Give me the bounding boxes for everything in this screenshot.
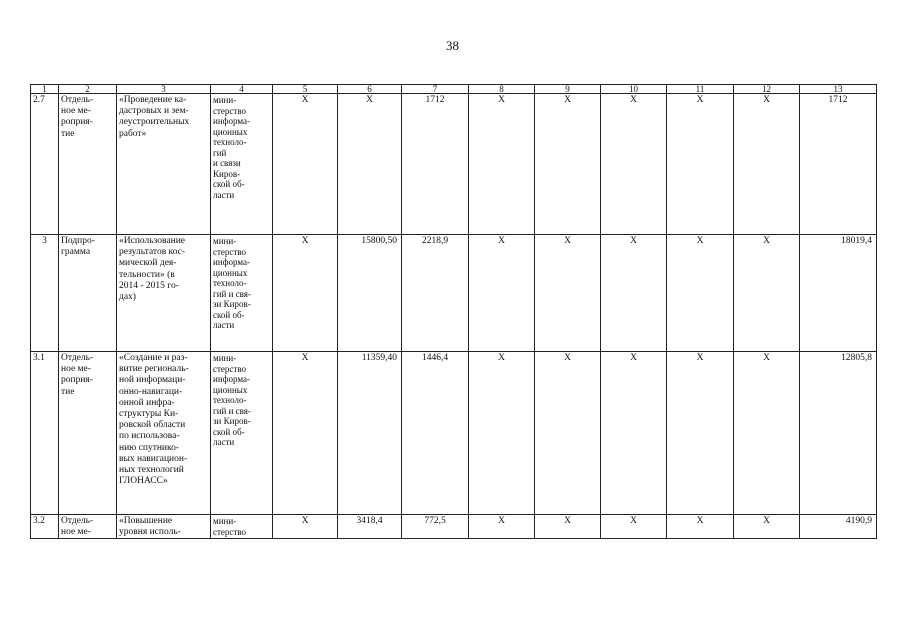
- cell-col13: 4190,9: [800, 515, 877, 539]
- cell-col10: X: [601, 352, 667, 515]
- table-row: [31, 94, 877, 235]
- row-name: «Проведение ка- дастровых и зем- леустроительных работ»: [117, 94, 211, 235]
- program-table: [30, 84, 877, 539]
- cell-col12: X: [734, 515, 800, 539]
- row-name: «Повышение уровня исполь-: [117, 515, 211, 539]
- cell-col11: X: [667, 352, 734, 515]
- cell-col9: X: [535, 352, 601, 515]
- cell-col8: X: [469, 352, 535, 515]
- row-number: 3: [31, 235, 59, 352]
- cell-col10: X: [601, 235, 667, 352]
- header-cell: 8: [469, 85, 535, 94]
- header-cell: 7: [402, 85, 469, 94]
- cell-col5: X: [273, 94, 338, 235]
- cell-col11: X: [667, 94, 734, 235]
- cell-col12: X: [734, 235, 800, 352]
- page-number: 38: [446, 38, 459, 53]
- cell-col11: X: [667, 235, 734, 352]
- row-number: 2.7: [31, 94, 59, 235]
- cell-col8: X: [469, 94, 535, 235]
- row-status: Подпро- грамма: [59, 235, 117, 352]
- cell-col12: X: [734, 352, 800, 515]
- header-cell: 4: [211, 85, 273, 94]
- row-executor: мини- стерство информа- ционных техноло- гий и свя- зи Киров- ской об- ласти: [211, 235, 273, 352]
- header-cell: 9: [535, 85, 601, 94]
- header-cell: 6: [338, 85, 402, 94]
- cell-col13: 12805,8: [800, 352, 877, 515]
- header-cell: 1: [31, 85, 59, 94]
- cell-col6: X: [338, 94, 402, 235]
- header-cell: 10: [601, 85, 667, 94]
- cell-col12: X: [734, 94, 800, 235]
- header-cell: 3: [117, 85, 211, 94]
- row-status: Отдель- ное ме- роприя- тие: [59, 352, 117, 515]
- cell-col5: X: [273, 515, 338, 539]
- row-executor: мини- стерство информа- ционных техноло- гий и связи Киров- ской об- ласти: [211, 94, 273, 235]
- row-status: Отдель- ное ме-: [59, 515, 117, 539]
- row-name: «Использование результатов кос- мической дея- тельности» (в 2014 - 2015 го- дах): [117, 235, 211, 352]
- cell-col10: X: [601, 94, 667, 235]
- cell-col13: 1712: [800, 94, 877, 235]
- row-name: «Создание и раз- витие региональ- ной информаци- онно-навигаци- онной инфра- структуры Ки- ровской области по использова- нию спутнико- вых навигацион- ных технологий ГЛОНАСС»: [117, 352, 211, 515]
- cell-col6: 3418,4: [338, 515, 402, 539]
- header-cell: 11: [667, 85, 734, 94]
- row-status: Отдель- ное ме- роприя- тие: [59, 94, 117, 235]
- row-number: 3.2: [31, 515, 59, 539]
- cell-col9: X: [535, 94, 601, 235]
- cell-col9: X: [535, 235, 601, 352]
- header-cell: 5: [273, 85, 338, 94]
- row-number: 3.1: [31, 352, 59, 515]
- cell-col7: 2218,9: [402, 235, 469, 352]
- table-row: [31, 515, 877, 539]
- cell-col10: X: [601, 515, 667, 539]
- cell-col5: X: [273, 352, 338, 515]
- cell-col7: 772,5: [402, 515, 469, 539]
- row-executor: мини- стерство: [211, 515, 273, 539]
- cell-col9: X: [535, 515, 601, 539]
- cell-col8: X: [469, 235, 535, 352]
- row-executor: мини- стерство информа- ционных техноло- гий и свя- зи Киров- ской об- ласти: [211, 352, 273, 515]
- header-row: [31, 85, 877, 94]
- cell-col13: 18019,4: [800, 235, 877, 352]
- cell-col8: X: [469, 515, 535, 539]
- table-row: [31, 235, 877, 352]
- cell-col11: X: [667, 515, 734, 539]
- table-row: [31, 352, 877, 515]
- cell-col6: 15800,50: [338, 235, 402, 352]
- cell-col6: 11359,40: [338, 352, 402, 515]
- header-cell: 12: [734, 85, 800, 94]
- cell-col5: X: [273, 235, 338, 352]
- cell-col7: 1712: [402, 94, 469, 235]
- header-cell: 13: [800, 85, 877, 94]
- cell-col7: 1446,4: [402, 352, 469, 515]
- header-cell: 2: [59, 85, 117, 94]
